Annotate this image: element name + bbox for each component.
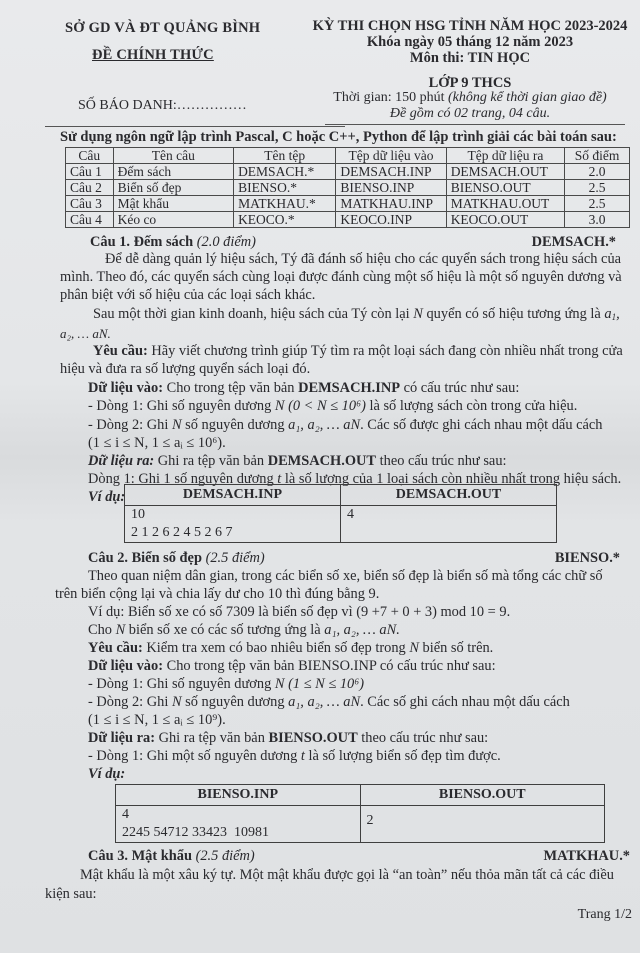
text: Sau một thời gian kinh doanh, hiệu sách của Tý còn lại [93, 306, 414, 322]
cell: BIENSO.INP [336, 180, 446, 196]
problem3-heading [88, 847, 255, 867]
time-note: (không kể thời gian giao đề) [448, 90, 607, 105]
cell: MATKHAU.* [234, 196, 336, 212]
label: Dữ liệu vào: [88, 380, 163, 396]
problem1-requirement-line2: hiệu và đưa ra số lượng quyển sách loại đó. [60, 361, 311, 377]
col-header: DEMSACH.INP [125, 485, 341, 506]
text: - Dòng 2: Ghi [88, 417, 172, 433]
cell: 2.5 [565, 196, 630, 212]
problem1-input-line3: (1 ≤ i ≤ N, 1 ≤ aᵢ ≤ 10⁶). [88, 435, 226, 451]
example-output-line: 4 [347, 507, 354, 522]
problem1-example-label: Ví dụ: [88, 489, 126, 505]
official-label: ĐỀ CHÍNH THỨC [92, 47, 214, 63]
table-row [66, 164, 630, 180]
cell: BIENSO.OUT [446, 180, 564, 196]
exam-subject: Môn thi: TIN HỌC [409, 50, 531, 66]
page-number: Trang 1/2 [577, 907, 632, 922]
problem2-input-line3: (1 ≤ i ≤ N, 1 ≤ aᵢ ≤ 10⁹). [88, 712, 226, 728]
problem2-requirement-line [88, 639, 493, 659]
cell: Đếm sách [113, 164, 233, 180]
problem1-file: DEMSACH.* [531, 234, 616, 250]
label: Dữ liệu ra: [88, 453, 155, 469]
text: Kiểm tra xem có bao nhiêu biển số đẹp trong [142, 640, 410, 656]
text: Cho trong tệp văn bản BIENSO.INP có cấu trúc như sau: [163, 658, 496, 674]
math: a₁, a₂, … aN. [324, 622, 400, 638]
cell: Mật khẩu [113, 196, 233, 212]
col-header: DEMSACH.OUT [341, 485, 557, 506]
cell: MATKHAU.OUT [446, 196, 564, 212]
problem1-input-line1 [88, 397, 577, 417]
cell: DEMSACH.* [234, 164, 336, 180]
table-row [66, 212, 630, 228]
example-header-row [116, 785, 605, 806]
cell: Câu 2 [66, 180, 114, 196]
problem1-example-table [124, 484, 557, 543]
math: a₁, a₂, … aN [288, 694, 361, 710]
math-var: t [277, 471, 282, 487]
exam-time [300, 90, 640, 106]
text: là số lượng biển số đẹp tìm được. [304, 748, 501, 764]
problem2-example-table [115, 784, 605, 843]
problem2-points: (2.5 điểm) [205, 550, 265, 566]
math-var: N [413, 306, 423, 322]
col-header: Câu [66, 148, 114, 164]
problem2-output-label-line [88, 729, 488, 749]
cell: Câu 4 [66, 212, 114, 228]
example-row [116, 806, 605, 843]
example-input-line: 4 [122, 807, 129, 822]
table-row [66, 196, 630, 212]
col-header: Tên tệp [234, 148, 336, 164]
col-header: Số điểm [565, 148, 630, 164]
cell: KEOCO.OUT [446, 212, 564, 228]
math-var: N [115, 622, 126, 638]
problem2-example-line: Ví dụ: Biển số xe có số 7309 là biển số đẹp vì (9 +7 + 0 + 3) mod 10 = 9. [88, 604, 511, 620]
example-input-line: 2245 54712 33423 10981 [122, 825, 269, 840]
text: - Dòng 2: Ghi [88, 694, 172, 710]
text: quyển có số hiệu tương ứng là [422, 306, 605, 322]
label: Dữ liệu ra: [88, 730, 155, 746]
file-name: DEMSACH.INP [298, 380, 401, 396]
text: biển số trên. [418, 640, 494, 656]
cell: KEOCO.* [234, 212, 336, 228]
example-input-cell [125, 506, 341, 543]
candidate-number: SỐ BÁO DANH:…………… [78, 98, 247, 113]
problem2-para1-line2: trên biển cộng lại và chia lấy dư cho 10 thì đúng bằng 9. [55, 586, 380, 602]
cell: Kéo co [113, 212, 233, 228]
problem2-given-line [88, 621, 400, 641]
summary-header-row [66, 148, 630, 164]
problem2-input-line2 [88, 693, 570, 713]
text: số nguyên dương [181, 417, 289, 433]
text: theo cấu trúc như sau: [357, 730, 489, 746]
math-var: t [300, 748, 305, 764]
text: Ghi ra tệp văn bản [154, 453, 268, 469]
instruction: Sử dụng ngôn ngữ lập trình Pascal, C hoặc C++, Python để lập trình giải các bài toán sau: [60, 129, 617, 145]
department-name: SỞ GD VÀ ĐT QUẢNG BÌNH [65, 20, 261, 36]
col-header: Tệp dữ liệu vào [336, 148, 446, 164]
text: số nguyên dương [181, 694, 289, 710]
header-divider-right [325, 124, 625, 125]
text: là số lượng sách còn trong cửa hiệu. [365, 398, 578, 414]
text: . Các số được ghi cách nhau một dấu cách [360, 417, 603, 433]
problem1-para1-line2: mình. Theo đó, các quyển sách cùng loại được đánh cùng một số hiệu là một số nguyên dương và [60, 269, 622, 285]
time-label: Thời gian: 150 phút [333, 90, 445, 105]
cell: MATKHAU.INP [336, 196, 446, 212]
example-header-row [125, 485, 557, 506]
problem2-heading [88, 549, 265, 569]
problem2-para1-line1: Theo quan niệm dân gian, trong các biển số xe, biển số đẹp là biển số mà tổng các chữ số [88, 568, 603, 584]
text: Dòng 1: Ghi 1 số nguyên dương [88, 471, 278, 487]
label: Dữ liệu vào: [88, 658, 163, 674]
problem1-output-label-line [88, 452, 507, 472]
text: theo cấu trúc như sau: [376, 453, 507, 469]
problem3-para1-line2: kiện sau: [45, 886, 97, 902]
problem2-title: Câu 2. Biển số đẹp [88, 550, 202, 566]
summary-table [65, 147, 630, 228]
exam-grade: LỚP 9 THCS [428, 75, 512, 91]
text: - Dòng 1: Ghi số nguyên dương [88, 398, 275, 414]
problem3-para1-line1: Mật khẩu là một xâu ký tự. Một mật khẩu được gọi là “an toàn” nếu thỏa mãn tất cả các điều [80, 867, 614, 883]
cell: 2.5 [565, 180, 630, 196]
text: Cho trong tệp văn bản [163, 380, 299, 396]
text: có cấu trúc như sau: [400, 380, 520, 396]
col-header: BIENSO.OUT [360, 785, 605, 806]
problem2-input-label-line [88, 657, 496, 677]
problem1-para2-line1: Sau một thời gian kinh doanh, hiệu sách của Tý còn lại N quyển có số hiệu tương ứng là $a_1$, [93, 306, 620, 322]
problem3-title: Câu 3. Mật khẩu [88, 848, 192, 864]
cell: DEMSACH.OUT [446, 164, 564, 180]
problem1-para2-line2: a₂, … aN. [60, 326, 111, 341]
problem1-points: (2.0 điểm) [196, 234, 256, 250]
math: a₁, a₂, … aN [288, 417, 361, 433]
cell: Câu 1 [66, 164, 114, 180]
problem2-file: BIENSO.* [554, 550, 620, 566]
pages-note: Đề gồm có 02 trang, 04 câu. [389, 106, 551, 121]
math-var: N [171, 694, 182, 710]
math: N [171, 417, 182, 433]
problem1-input-label-line [88, 379, 519, 399]
file-name: BIENSO.OUT [268, 730, 358, 746]
problem1-para1-line1: Để dễ dàng quản lý hiệu sách, Tý đã đánh số hiệu cho các quyển sách trong hiệu sách của [105, 251, 622, 267]
file-name: DEMSACH.OUT [267, 453, 377, 469]
table-row [66, 180, 630, 196]
col-header: Tệp dữ liệu ra [446, 148, 564, 164]
example-output-cell [360, 806, 605, 843]
text: - Dòng 1: Ghi số nguyên dương [88, 676, 275, 692]
example-row [125, 506, 557, 543]
col-header: BIENSO.INP [116, 785, 361, 806]
problem1-input-line2 [88, 416, 602, 436]
math-var: N [409, 640, 419, 656]
problem2-example-label: Ví dụ: [88, 766, 126, 782]
example-input-line: 2 1 2 6 2 4 5 2 6 7 [131, 525, 233, 540]
header-divider-left [45, 126, 345, 127]
problem3-file: MATKHAU.* [543, 848, 630, 864]
math: N (1 ≤ N ≤ 10⁶) [274, 676, 365, 692]
cell: Câu 3 [66, 196, 114, 212]
exam-date: Khóa ngày 05 tháng 12 năm 2023 [366, 34, 574, 50]
problem1-requirement-line1 [93, 342, 623, 362]
example-output-cell [341, 506, 557, 543]
text: - Dòng 1: Ghi một số nguyên dương [88, 748, 301, 764]
cell: KEOCO.INP [336, 212, 446, 228]
problem1-title: Câu 1. Đếm sách [90, 234, 194, 250]
text: Hãy viết chương trình giúp Tý tìm ra một loại sách đang còn nhiều nhất trong cửa [147, 343, 623, 359]
cell: BIENSO.* [234, 180, 336, 196]
text: biển số xe có các số tương ứng là [125, 622, 325, 638]
label: Yêu cầu: [88, 640, 143, 656]
label: Yêu cầu: [93, 343, 148, 359]
example-output-line: 2 [366, 813, 374, 828]
text: . Các số ghi cách nhau một dấu cách [360, 694, 570, 710]
cell: DEMSACH.INP [336, 164, 446, 180]
example-input-line: 10 [131, 507, 145, 522]
problem2-input-line1 [88, 675, 364, 695]
math: N (0 < N ≤ 10⁶) [274, 398, 366, 414]
text: Cho [88, 622, 116, 638]
cell: 3.0 [565, 212, 630, 228]
exam-title: KỲ THI CHỌN HSG TỈNH NĂM HỌC 2023-2024 [312, 18, 628, 34]
example-input-cell [116, 806, 361, 843]
text: là số lượng của 1 loại sách còn nhiều nhất trong hiệu sách. [281, 471, 622, 487]
problem3-points: (2.5 điểm) [195, 848, 255, 864]
problem2-output-line1 [88, 747, 501, 767]
problem1-para1-line3: phân biệt với số hiệu của các loại sách khác. [60, 287, 316, 303]
cell: Biển số đẹp [113, 180, 233, 196]
col-header: Tên câu [113, 148, 233, 164]
text: Ghi ra tệp văn bản [155, 730, 269, 746]
cell: 2.0 [565, 164, 630, 180]
